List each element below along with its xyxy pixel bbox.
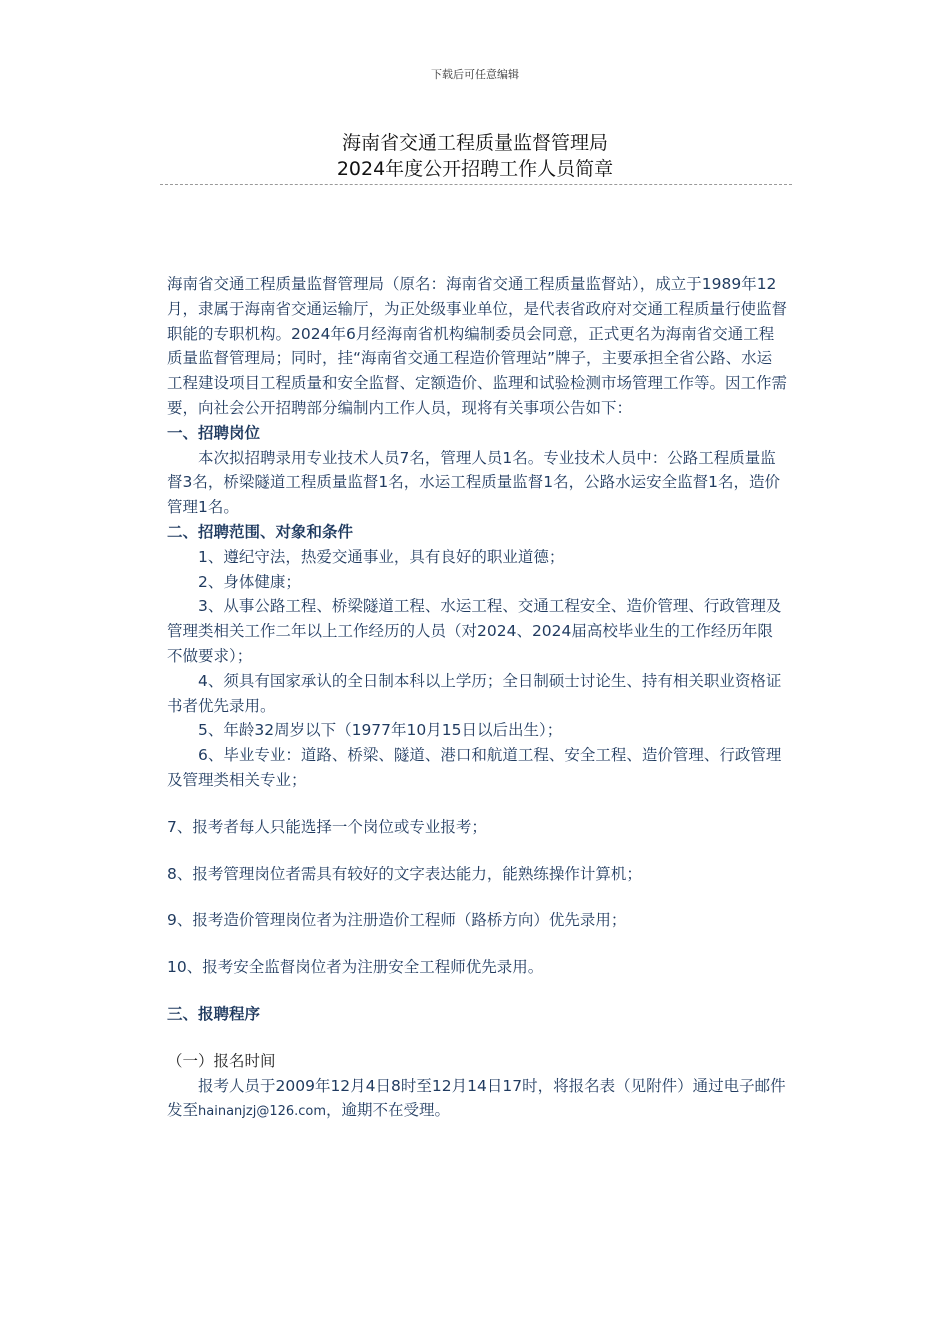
document-title: [0, 130, 950, 182]
registration-text: 报考人员于2009年12月4日8时至12月14日17时，将报名表（见附件）通过电子邮件发至: [167, 1076, 786, 1120]
title-line-1: 海南省交通工程质量监督管理局: [341, 132, 608, 154]
condition-item: 2、身体健康；: [198, 572, 301, 591]
condition-item: 5、年龄32周岁以下（1977年10月15日以后出生）；: [198, 721, 563, 740]
positions-paragraph: 本次拟招聘录用专业技术人员7名，管理人员1名。专业技术人员中：公路工程质量监督3名，桥梁隧道工程质量监督1名，水运工程质量监督1名，公路水运安全监督1名，造价管理1名。: [167, 448, 780, 517]
condition-item: 6、毕业专业：道路、桥梁、隧道、港口和航道工程、安全工程、造价管理、行政管理及管理类相关专业；: [167, 746, 782, 789]
section-heading-procedure: 三、报聘程序: [167, 1004, 261, 1023]
document-body: [167, 272, 787, 1125]
subsection-heading-registration: （一）报名时间: [167, 1051, 276, 1070]
intro-paragraph: 海南省交通工程质量监督管理局（原名：海南省交通工程质量监督站），成立于1989年12月，隶属于海南省交通运输厅，为正处级事业单位，是代表省政府对交通工程质量行使监督职能的专职机构。2024年6月经海南省机构编制委员会同意，正式更名为海南省交通工程质量监督管理局；同时，挂“海南省交通工程造价管理站”牌子，主要承担全省公路、水运工程建设项目工程质量和安全监督、定额造价、监理和试验检测市场管理工作等。因工作需要，向社会公开招聘部分编制内工作人员，现将有关事项公告如下：: [167, 275, 788, 417]
condition-item: 9、报考造价管理岗位者为注册造价工程师（路桥方向）优先录用；: [167, 911, 627, 930]
header-note: 下载后可任意编辑: [431, 68, 519, 81]
section-heading-conditions: 二、招聘范围、对象和条件: [167, 522, 354, 541]
condition-item: 3、从事公路工程、桥梁隧道工程、水运工程、交通工程安全、造价管理、行政管理及管理类相关工作二年以上工作经历的人员（对2024、2024届高校毕业生的工作经历年限不做要求）；: [167, 597, 782, 665]
condition-item: 7、报考者每人只能选择一个岗位或专业报考；: [167, 817, 487, 836]
registration-text-end: ，逾期不在受理。: [326, 1101, 451, 1120]
email-address: hainanjzj@126.com: [198, 1104, 327, 1120]
title-line-2: 2024年度公开招聘工作人员简章: [336, 158, 614, 180]
title-divider: [160, 184, 792, 185]
registration-paragraph: [167, 1074, 787, 1126]
condition-item: 4、须具有国家承认的全日制本科以上学历；全日制硕士讨论生、持有相关职业资格证书者优先录用。: [167, 671, 782, 715]
section-heading-positions: 一、招聘岗位: [167, 423, 261, 442]
condition-item: 8、报考管理岗位者需具有较好的文字表达能力，能熟练操作计算机；: [167, 864, 642, 883]
condition-item: 10、报考安全监督岗位者为注册安全工程师优先录用。: [167, 958, 544, 977]
condition-item: 1、遵纪守法，热爱交通事业，具有良好的职业道德；: [198, 547, 565, 566]
